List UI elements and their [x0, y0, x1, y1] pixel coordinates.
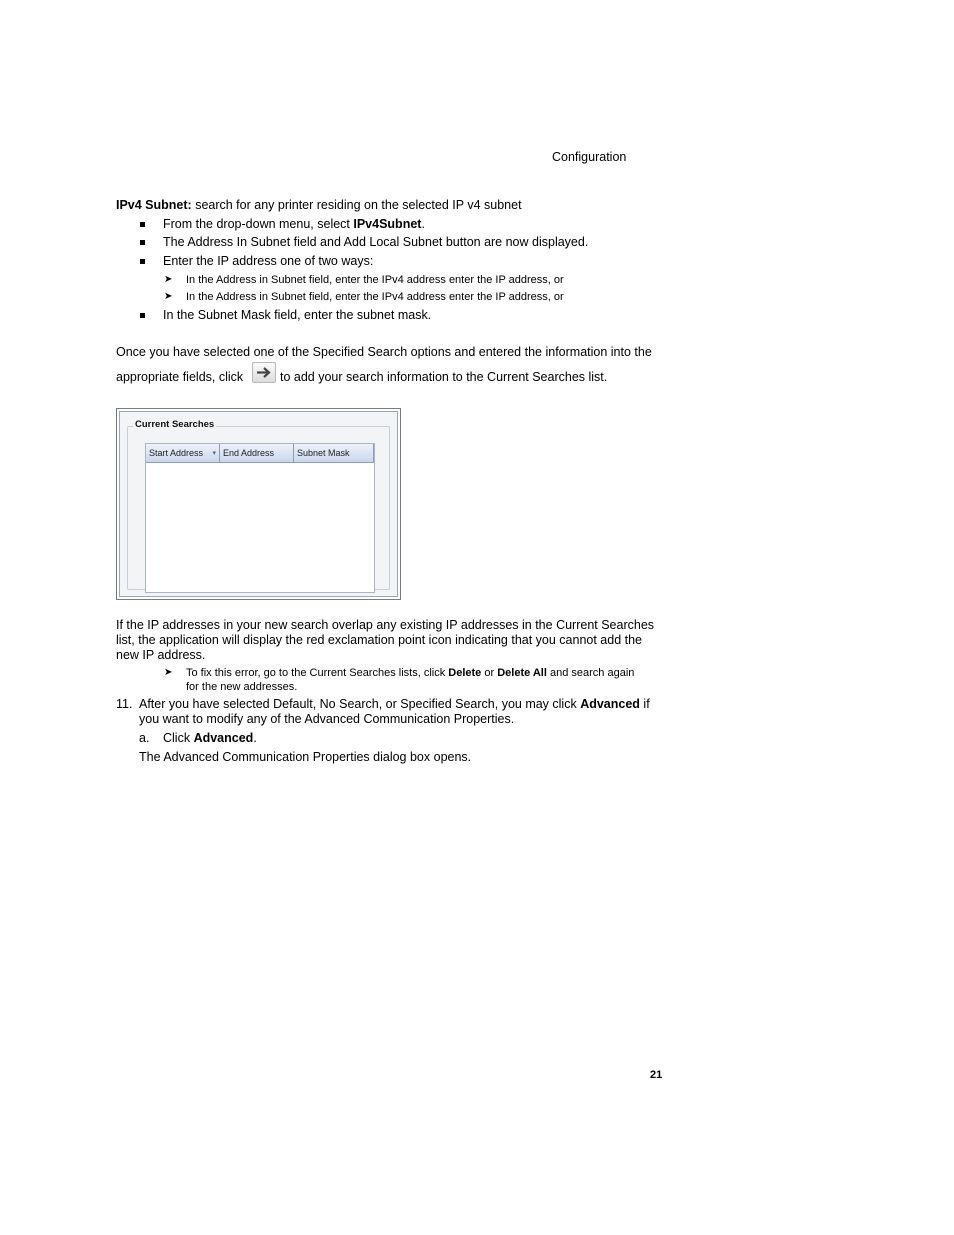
sub-bullet-text: or — [481, 667, 498, 679]
substep-label: a. — [139, 731, 150, 745]
arrow-right-icon — [256, 366, 272, 379]
bullet-text: From the drop-down menu, select — [163, 217, 354, 231]
step-number: 11. — [116, 697, 133, 711]
step-11-line1 — [139, 697, 650, 712]
bullet-icon — [140, 313, 145, 318]
substep-a — [163, 731, 257, 746]
column-header-start-address[interactable] — [146, 444, 220, 463]
bullet-bold-text: IPv4Subnet — [353, 217, 422, 231]
step-bold-text: Advanced — [580, 697, 640, 711]
arrow-bullet-icon: ➤ — [164, 291, 173, 302]
sub-bullet-text: and search again — [546, 667, 635, 679]
body-paragraph-line: new IP address. — [116, 648, 206, 662]
body-paragraph-line: Once you have selected one of the Specified Search options and entered the information into the — [116, 345, 652, 359]
step-text: After you have selected Default, No Search, or Specified Search, you may click — [139, 697, 581, 711]
sub-bullet-bold-text: Delete All — [497, 667, 547, 679]
body-paragraph-line: list, the application will display the red exclamation point icon indicating that you cannot add the — [116, 633, 643, 647]
ipv4-subnet-paragraph — [116, 198, 522, 213]
sub-bullet-text: To fix this error, go to the Current Searches lists, click — [186, 667, 449, 679]
body-paragraph-line: appropriate fields, click — [116, 370, 244, 384]
running-header: Configuration — [552, 150, 627, 164]
ipv4-subnet-term: IPv4 Subnet: — [116, 198, 192, 212]
substep-text: Click — [163, 731, 194, 745]
sub-bullet-bold-text: Delete — [448, 667, 482, 679]
bullet-item-3: Enter the IP address one of two ways: — [163, 254, 374, 268]
arrow-bullet-icon: ➤ — [164, 274, 173, 285]
sub-bullet-item-1: In the Address in Subnet field, enter the IPv4 address enter the IP address, or — [186, 274, 564, 286]
current-searches-title: Current Searches — [135, 419, 215, 430]
bullet-icon — [140, 259, 145, 264]
bullet-icon — [140, 240, 145, 245]
substep-bold-text: Advanced — [193, 731, 254, 745]
column-header-subnet-mask[interactable] — [294, 444, 374, 463]
column-header-label: Start Address — [149, 448, 204, 458]
substep-text: . — [253, 731, 257, 745]
current-searches-table[interactable] — [145, 443, 375, 593]
step-text: if — [639, 697, 650, 711]
current-searches-panel — [116, 408, 401, 600]
current-searches-panel-body — [119, 411, 398, 597]
sub-bullet-item-fix — [186, 666, 634, 681]
step-result: The Advanced Communication Properties dialog box opens. — [139, 750, 472, 764]
bullet-item-2: The Address In Subnet field and Add Local Subnet button are now displayed. — [163, 235, 589, 249]
ipv4-subnet-desc: search for any printer residing on the selected IP v4 subnet — [191, 198, 522, 212]
column-header-end-address[interactable] — [220, 444, 294, 463]
page-number: 21 — [650, 1069, 663, 1081]
column-header-label: End Address — [223, 448, 275, 458]
column-header-label: Subnet Mask — [297, 448, 350, 458]
sub-bullet-item-fix-line2: for the new addresses. — [186, 681, 298, 693]
bullet-item-1 — [163, 217, 425, 232]
sub-bullet-item-2: In the Address in Subnet field, enter the IPv4 address enter the IP address, or — [186, 291, 564, 303]
sort-arrow-icon: ▾ — [212, 450, 216, 457]
body-paragraph-line: If the IP addresses in your new search overlap any existing IP addresses in the Current Searches — [116, 618, 655, 632]
bullet-text: . — [421, 217, 425, 231]
body-paragraph-line: to add your search information to the Current Searches list. — [280, 370, 608, 384]
bullet-item-4: In the Subnet Mask field, enter the subnet mask. — [163, 308, 432, 322]
arrow-bullet-icon: ➤ — [164, 667, 173, 678]
step-11-line2: you want to modify any of the Advanced Communication Properties. — [139, 712, 515, 726]
add-search-arrow-button[interactable] — [252, 362, 276, 383]
bullet-icon — [140, 222, 145, 227]
